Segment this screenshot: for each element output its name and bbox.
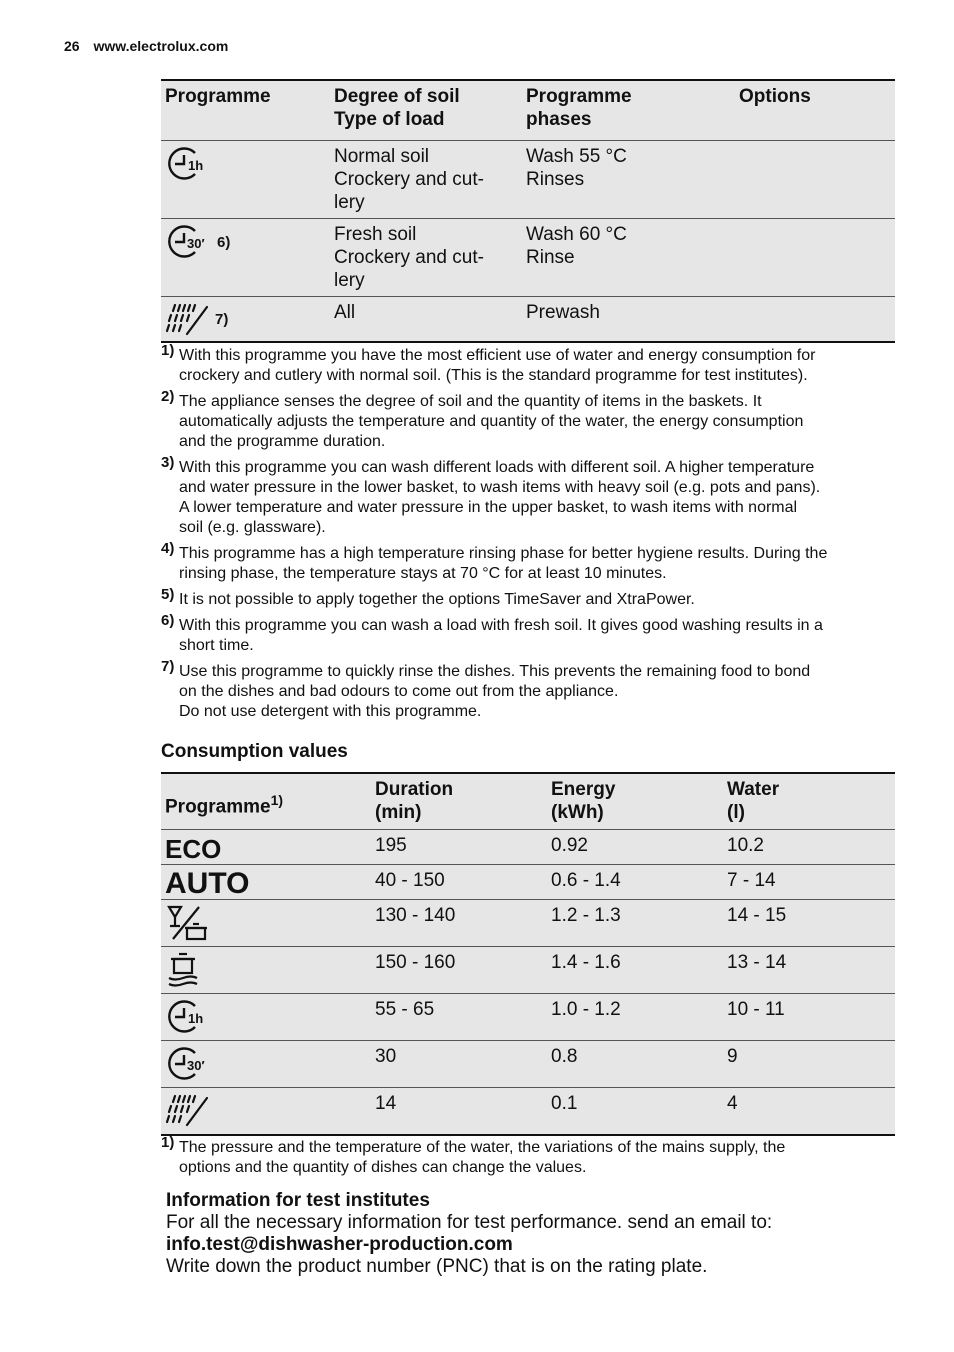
phase: Rinses [526, 169, 585, 190]
info-email: info.test@dishwasher-production.com [166, 1234, 513, 1255]
col-programme: Programme [161, 80, 330, 141]
options-cell [735, 141, 895, 219]
footnote: 6) With this programme you can wash a load with fresh soil. It gives good washing results in a short time. [161, 612, 823, 654]
thirty-minute-clock-icon [165, 223, 213, 261]
glass-and-pot-icon [165, 904, 209, 942]
site-url: www.electrolux.com [93, 38, 229, 54]
load-type: Crockery and cut- [334, 169, 484, 190]
water-cell: 14 - 15 [723, 900, 895, 947]
table-row [161, 947, 895, 994]
svg-text:1h: 1h [188, 1011, 204, 1026]
footnote: 4) This programme has a high temperature rinsing phase for better hygiene results. During the rinsing phase, the temperature stays at 70 °C for at least 10 minutes. [161, 540, 828, 582]
footnote: 2) The appliance senses the degree of soil and the quantity of items in the baskets. It automatically adjusts the temperature and quantity of the water, the energy consumption and the programme duration. [161, 388, 804, 450]
thirty-minute-clock-icon [165, 1045, 213, 1083]
table-header-row [161, 80, 895, 141]
table-row [161, 297, 895, 343]
svg-text:30′: 30′ [187, 236, 205, 251]
col-energy: Energy (kWh) [547, 773, 723, 830]
duration-cell: 195 [371, 830, 547, 865]
options-cell [735, 297, 895, 343]
consumption-table [161, 772, 895, 1136]
page-number: 26 [64, 38, 80, 54]
test-institutes-info [166, 1190, 772, 1278]
table-row [161, 1041, 895, 1088]
one-hour-clock-icon [165, 145, 207, 183]
duration-cell: 14 [371, 1088, 547, 1136]
phase: Rinse [526, 247, 575, 268]
eco-programme-label: ECO [165, 834, 222, 864]
footnote: 5) It is not possible to apply together the options TimeSaver and XtraPower. [161, 586, 695, 608]
footnote: 7) Use this programme to quickly rinse the dishes. This prevents the remaining food to bond on the dishes and bad odours to come out from the appliance. Do not use detergent with this programme. [161, 658, 811, 720]
pot-intensive-icon [165, 951, 205, 989]
phase: Prewash [522, 297, 735, 343]
energy-cell: 1.2 - 1.3 [547, 900, 723, 947]
table-row [161, 141, 895, 219]
footnote-ref: 7) [215, 310, 229, 328]
col-duration: Duration (min) [371, 773, 547, 830]
phase: Wash 55 °C [526, 146, 627, 167]
soil-degree: Fresh soil [334, 224, 417, 245]
info-line: Write down the product number (PNC) that is on the rating plate. [166, 1256, 708, 1277]
water-cell: 10 - 11 [723, 994, 895, 1041]
consumption-footnotes [161, 1134, 901, 1184]
col-programme-phases: Programme phases [522, 80, 735, 141]
energy-cell: 0.6 - 1.4 [547, 865, 723, 900]
page-header [64, 38, 228, 54]
col-programme: Programme$^{1)}$ [161, 773, 371, 830]
col-degree-of-soil: Degree of soil Type of load [330, 80, 522, 141]
table-row [161, 219, 895, 297]
load-type-cont: lery [334, 192, 365, 213]
one-hour-clock-icon [165, 998, 207, 1036]
info-title: Information for test institutes [166, 1190, 430, 1211]
svg-text:1h: 1h [188, 158, 204, 173]
energy-cell: 0.92 [547, 830, 723, 865]
duration-cell: 55 - 65 [371, 994, 547, 1041]
load-type: Crockery and cut- [334, 247, 484, 268]
soil-degree: Normal soil [334, 146, 430, 167]
table-row [161, 900, 895, 947]
programme-footnotes [161, 342, 901, 728]
phase: Wash 60 °C [526, 224, 627, 245]
duration-cell: 130 - 140 [371, 900, 547, 947]
table-row [161, 865, 895, 900]
svg-text:30′: 30′ [187, 1058, 205, 1073]
table-header-row [161, 773, 895, 830]
energy-cell: 1.0 - 1.2 [547, 994, 723, 1041]
prewash-spray-icon [165, 301, 211, 337]
options-cell [735, 219, 895, 297]
water-cell: 9 [723, 1041, 895, 1088]
table-row [161, 994, 895, 1041]
footnote: 1) The pressure and the temperature of the water, the variations of the mains supply, the options and the quantity of dishes can change the values. [161, 1134, 786, 1176]
auto-programme-label: AUTO [165, 867, 250, 900]
table-row [161, 1088, 895, 1136]
prewash-spray-icon [165, 1092, 211, 1128]
soil-degree: All [330, 297, 522, 343]
duration-cell: 150 - 160 [371, 947, 547, 994]
load-type-cont: lery [334, 270, 365, 291]
info-line: For all the necessary information for test performance. send an email to: [166, 1212, 773, 1233]
footnote-ref: 6) [217, 233, 231, 251]
programme-table [161, 79, 895, 343]
water-cell: 10.2 [723, 830, 895, 865]
water-cell: 7 - 14 [723, 865, 895, 900]
col-water: Water (l) [723, 773, 895, 830]
energy-cell: 0.1 [547, 1088, 723, 1136]
section-title: Consumption values [161, 741, 348, 762]
footnote: 1) With this programme you have the most efficient use of water and energy consumption for crockery and cutlery with normal soil. (This is the standard programme for test institutes). [161, 342, 816, 384]
energy-cell: 0.8 [547, 1041, 723, 1088]
table-row [161, 830, 895, 865]
duration-cell: 40 - 150 [371, 865, 547, 900]
water-cell: 13 - 14 [723, 947, 895, 994]
water-cell: 4 [723, 1088, 895, 1136]
energy-cell: 1.4 - 1.6 [547, 947, 723, 994]
col-options: Options [735, 80, 895, 141]
duration-cell: 30 [371, 1041, 547, 1088]
footnote: 3) With this programme you can wash different loads with different soil. A higher temperature and water pressure in the lower basket, to wash items with heavy soil (e.g. pots and pans). A lower temperature and water pressure in the upper basket, to wash items with normal soil (e.g. glassware). [161, 454, 821, 536]
